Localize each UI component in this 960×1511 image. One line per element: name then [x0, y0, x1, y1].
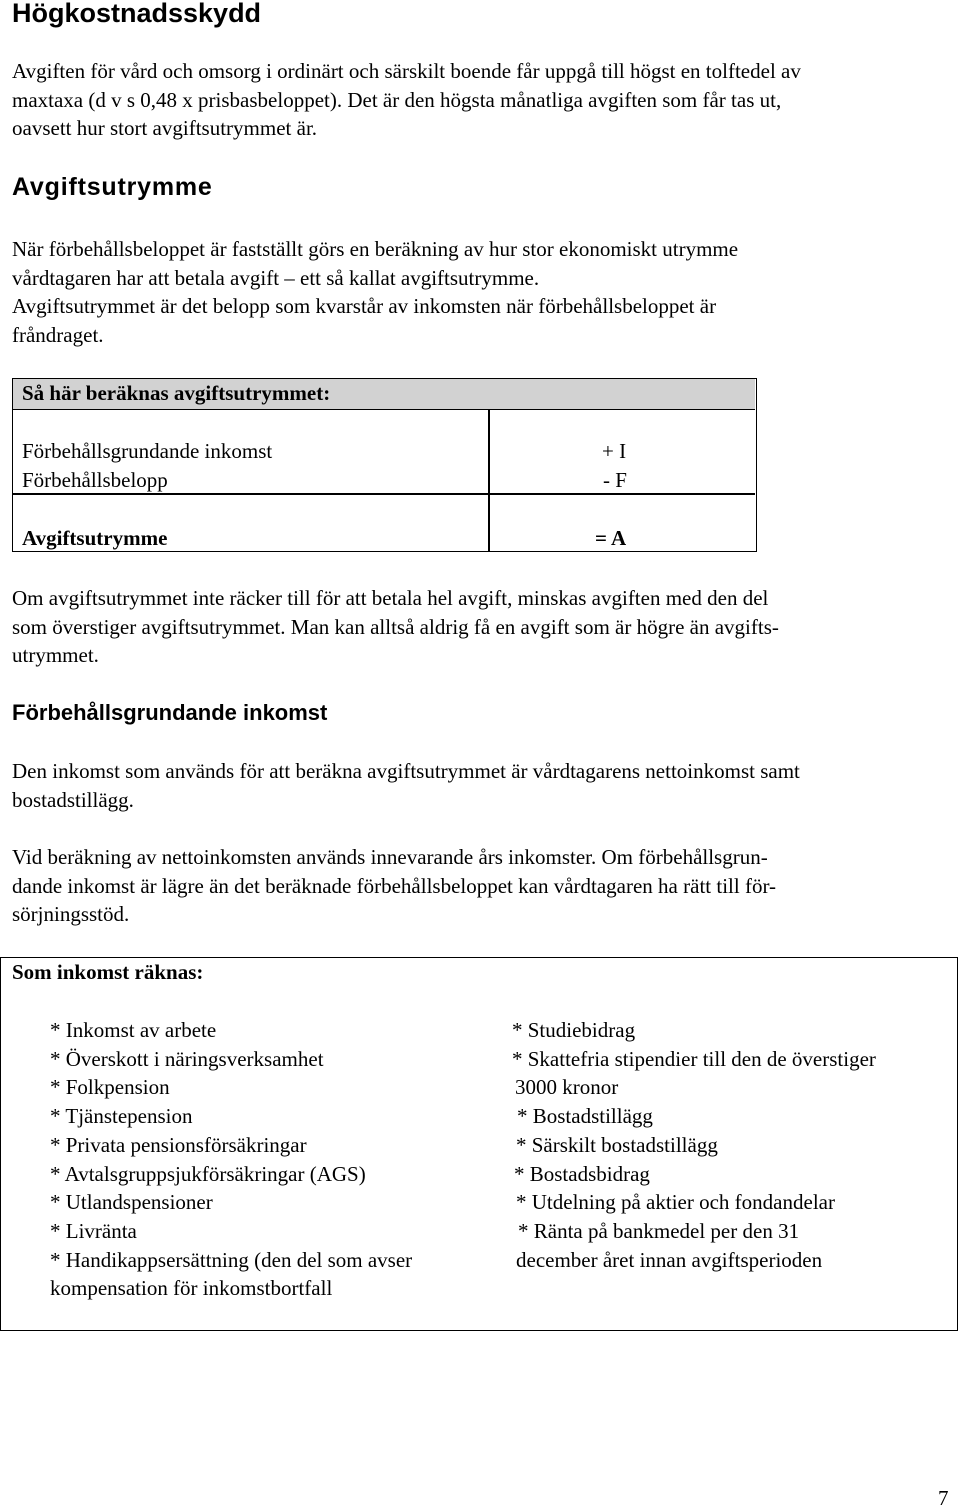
text-line: Avgiften för vård och omsorg i ordinärt och särskilt boende får uppgå till högst en tolftedel av: [12, 59, 801, 83]
row-symbol-avgiftsutrymme: = A: [595, 526, 627, 550]
text-line: dande inkomst är lägre än det beräknade förbehållsbeloppet kan vårdtagaren ha rätt till för-: [12, 873, 777, 898]
text-line: som överstiger avgiftsutrymmet. Man kan alltså aldrig få en avgift som är högre än avgifts-: [12, 614, 779, 639]
heading-hogkostnadsskydd: Högkostnadsskydd: [12, 0, 262, 28]
list-item: * Handikappsersättning (den del som avser: [50, 1247, 413, 1272]
calculation-table-title: Så här beräknas avgiftsutrymmet:: [22, 381, 331, 405]
row-symbol-forbehallsbelopp: - F: [603, 468, 627, 492]
row-symbol-inkomst: + I: [602, 439, 627, 463]
paragraph-avgiftsutrymme: [12, 235, 738, 350]
text-line: vårdtagaren har att betala avgift – ett så kallat avgiftsutrymme.: [12, 265, 540, 290]
income-list-right: [512, 1016, 876, 1274]
page-number: 7: [938, 1486, 949, 1510]
list-item: december året innan avgiftsperioden: [516, 1247, 823, 1272]
paragraph-forsorjningsstod: [12, 843, 776, 929]
list-item: * Utlandspensioner: [50, 1190, 213, 1215]
list-item: * Bostadstillägg: [517, 1104, 653, 1129]
row-divider: [13, 493, 755, 495]
paragraph-avgift-minskas: [12, 584, 779, 670]
list-item: * Privata pensionsförsäkringar: [50, 1132, 307, 1157]
list-item: * Bostadsbidrag: [514, 1161, 650, 1186]
text-line: utrymmet.: [12, 643, 99, 668]
list-item: * Skattefria stipendier till den de överstiger: [512, 1046, 876, 1071]
list-item: * Inkomst av arbete: [50, 1018, 217, 1042]
calculation-table-header: [13, 379, 755, 410]
row-label-inkomst: Förbehållsgrundande inkomst: [22, 439, 273, 463]
text-line: maxtaxa (d v s 0,48 x prisbasbeloppet). Det är den högsta månatliga avgiften som får tas ut,: [12, 87, 782, 112]
list-item: * Ränta på bankmedel per den 31: [518, 1218, 800, 1243]
text-line: När förbehållsbeloppet är fastställt görs en beräkning av hur stor ekonomiskt utrymme: [12, 237, 739, 261]
income-list-left: [50, 1016, 412, 1303]
text-line: oavsett hur stort avgiftsutrymmet är.: [12, 116, 318, 141]
paragraph-nettoinkomst: [12, 757, 800, 814]
text-line: Avgiftsutrymmet är det belopp som kvarstår av inkomsten när förbehållsbeloppet är: [12, 294, 717, 319]
heading-forbehallsgrundande-inkomst: Förbehållsgrundande inkomst: [12, 700, 328, 725]
text-line: sörjningsstöd.: [12, 902, 130, 927]
text-line: Vid beräkning av nettoinkomsten används innevarande års inkomster. Om förbehållsgrun-: [12, 845, 768, 869]
heading-avgiftsutrymme: Avgiftsutrymme: [12, 173, 213, 201]
text-line: Den inkomst som används för att beräkna avgiftsutrymmet är vårdtagarens nettoinkomst samt: [12, 759, 800, 783]
list-item: 3000 kronor: [515, 1075, 619, 1100]
list-item: * Utdelning på aktier och fondandelar: [516, 1190, 835, 1215]
text-line: Om avgiftsutrymmet inte räcker till för att betala hel avgift, minskas avgiften med den del: [12, 586, 769, 610]
row-label-forbehallsbelopp: Förbehållsbelopp: [22, 468, 168, 492]
text-line: bostadstillägg.: [12, 787, 134, 812]
column-divider: [488, 410, 490, 551]
list-item: * Överskott i näringsverksamhet: [50, 1046, 324, 1071]
list-item: * Studiebidrag: [512, 1018, 636, 1042]
text-line: fråndraget.: [12, 323, 104, 348]
calculation-table: [12, 378, 757, 552]
list-item: * Tjänstepension: [50, 1104, 193, 1129]
income-box-title: Som inkomst räknas:: [12, 960, 204, 984]
list-item: * Avtalsgruppsjukförsäkringar (AGS): [50, 1161, 366, 1186]
paragraph-hogkostnadsskydd: [12, 57, 801, 143]
list-item: * Folkpension: [50, 1075, 170, 1100]
row-label-avgiftsutrymme: Avgiftsutrymme: [22, 526, 168, 550]
list-item: * Särskilt bostadstillägg: [516, 1132, 718, 1157]
list-item: kompensation för inkomstbortfall: [50, 1276, 333, 1301]
income-box: [0, 957, 958, 1331]
list-item: * Livränta: [50, 1218, 137, 1243]
